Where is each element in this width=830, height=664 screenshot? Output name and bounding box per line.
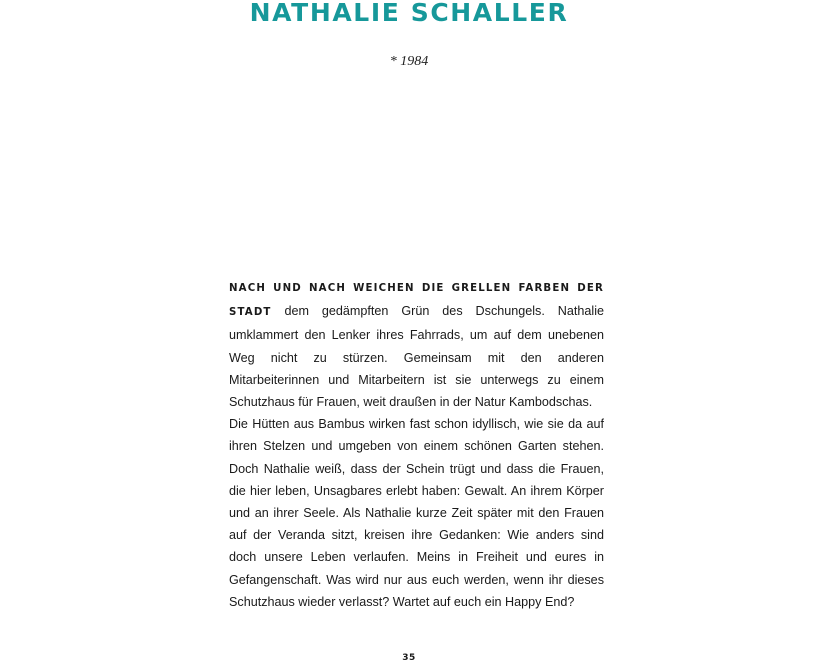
paragraph-2: Die Hütten aus Bambus wirken fast schon idyllisch, wie sie da auf ihren Stelzen und umgeben von einem schönen Garten stehen. Doch Nathalie weiß, dass der Schein trügt und dass die Frauen, die hier leben, Unsagbares erlebt haben: Gewalt. An ihrem Körper und an ihrer Seele. Als Nathalie kurze Zeit später mit den Frauen auf der Veranda sitzt, kreisen ihre Gedanken: Wie anders sind doch unsere Leben verlaufen. Meins in Freiheit und eures in Gefangenschaft. Was wird nur aus euch werden, wenn ihr dieses Schutzhaus wieder verlasst? Wartet auf euch ein Happy End? <box>229 417 604 609</box>
birth-year: * 1984 <box>389 54 429 69</box>
page-title: NATHALIE SCHALLER <box>249 0 569 27</box>
lead-in-caps: NACH UND NACH WEICHEN DIE GRELLEN FARBEN DER STADT <box>229 283 604 319</box>
story-text <box>229 276 604 613</box>
page-number: 35 <box>402 653 416 663</box>
paragraph-1 <box>229 276 604 413</box>
paragraph-1-text: dem gedämpften Grün des Dschungels. Nathalie umklammert den Lenker ihres Fahrrads, um auf dem unebenen Weg nicht zu stürzen. Gemeinsam mit den anderen Mitarbeiterinnen und Mitarbeitern ist sie unterwegs zu einem Schutzhaus für Frauen, weit draußen in der Natur Kambodschas. <box>229 304 604 410</box>
